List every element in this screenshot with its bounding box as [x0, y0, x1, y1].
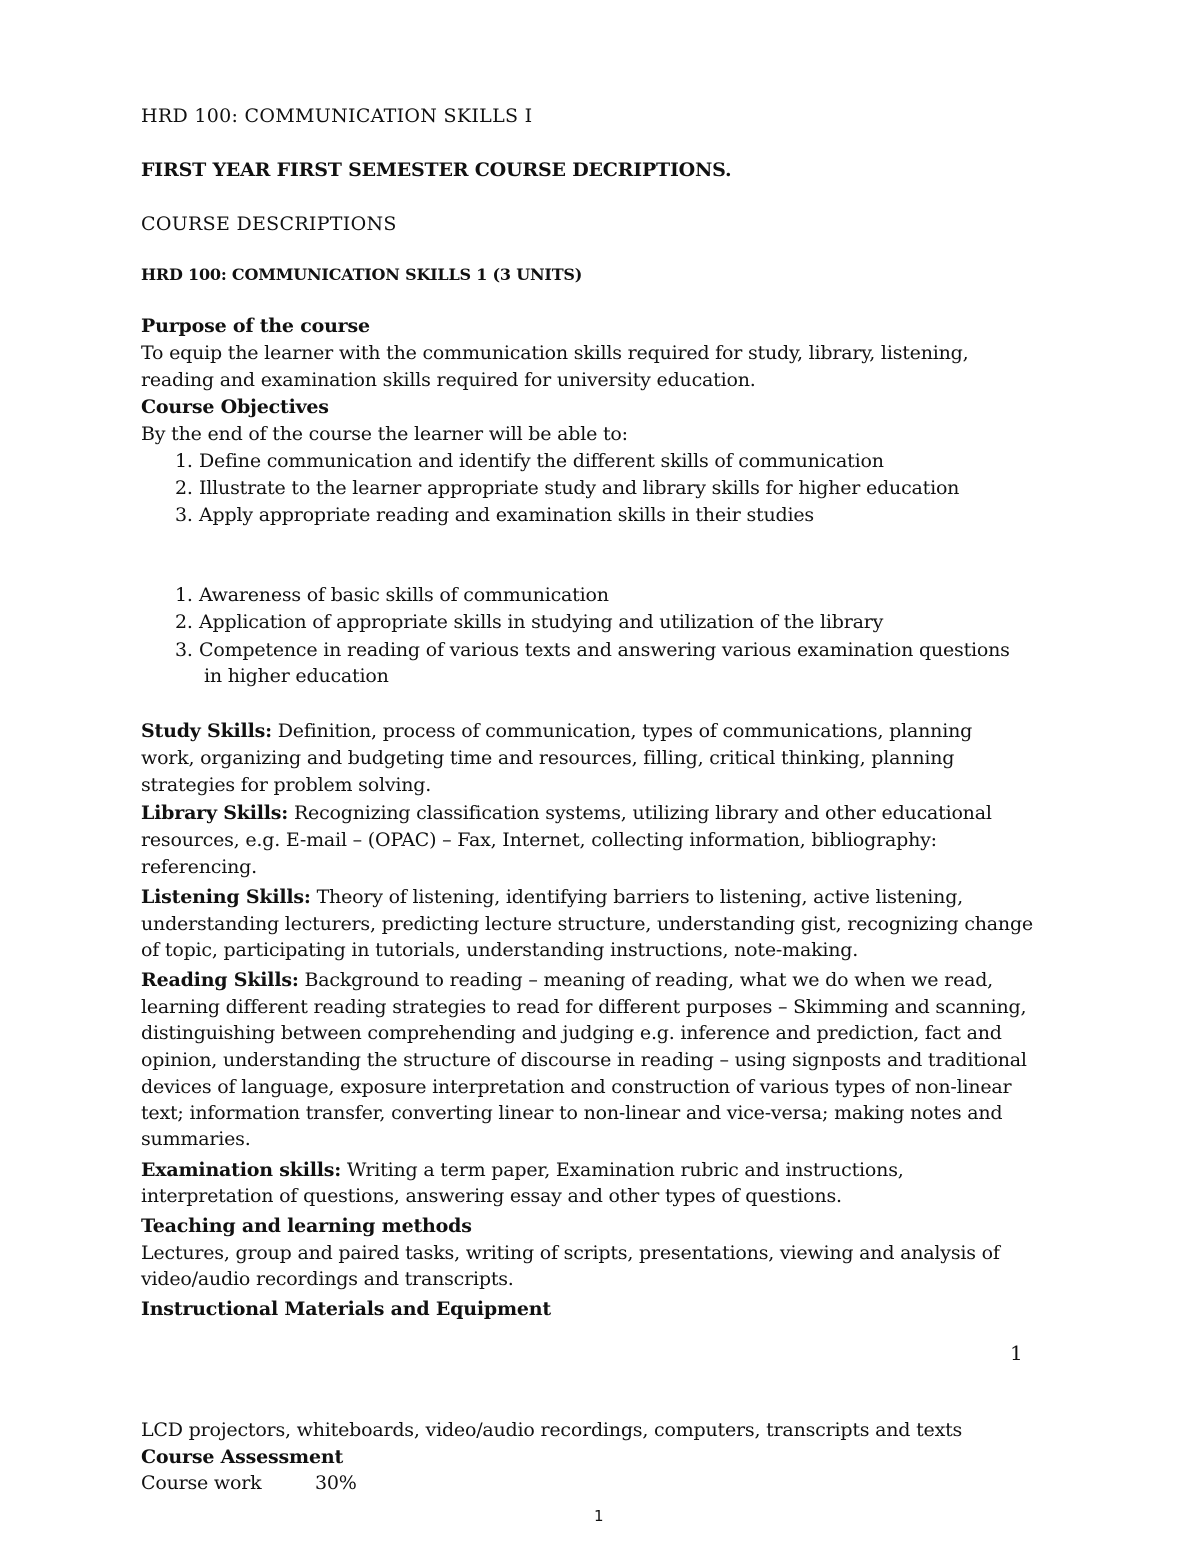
library-skills-text: Recognizing classification systems, utilizing library and other educational	[288, 802, 992, 824]
exam-skills-text: Writing a term paper, Examination rubric and instructions,	[341, 1159, 904, 1181]
reading-skills-line: devices of language, exposure interpretation and construction of various types of non-linear	[141, 1076, 1012, 1098]
reading-skills-line: summaries.	[141, 1128, 251, 1150]
listening-skills-paragraph	[141, 884, 963, 911]
objective-item	[175, 448, 884, 475]
list-text: Apply appropriate reading and examination skills in their studies	[199, 504, 814, 526]
exam-skills-label: Examination skills:	[141, 1159, 342, 1181]
listening-skills-line: of topic, participating in tutorials, understanding instructions, note-making.	[141, 939, 859, 961]
listening-skills-label: Listening Skills:	[141, 886, 311, 908]
teaching-line: Lectures, group and paired tasks, writing of scripts, presentations, viewing and analysis of	[141, 1242, 1000, 1264]
outcome-item	[175, 609, 883, 636]
materials-text: LCD projectors, whiteboards, video/audio recordings, computers, transcripts and texts	[141, 1419, 963, 1441]
assessment-heading: Course Assessment	[141, 1446, 344, 1468]
list-text: Define communication and identify the different skills of communication	[199, 450, 884, 472]
list-number: 3.	[175, 504, 193, 526]
purpose-line: reading and examination skills required for university education.	[141, 369, 756, 391]
list-number: 3.	[175, 639, 193, 661]
assessment-value: 30%	[315, 1472, 357, 1494]
reading-skills-label: Reading Skills:	[141, 969, 299, 991]
study-skills-label: Study Skills:	[141, 720, 272, 742]
reading-skills-line: distinguishing between comprehending and judging e.g. inference and prediction, fact and	[141, 1022, 1002, 1044]
library-skills-line: resources, e.g. E-mail – (OPAC) – Fax, Internet, collecting information, bibliography:	[141, 829, 937, 851]
reading-skills-line: learning different reading strategies to read for different purposes – Skimming and scanning,	[141, 996, 1027, 1018]
assessment-row	[141, 1470, 357, 1497]
study-skills-line: strategies for problem solving.	[141, 774, 432, 796]
course-heading: HRD 100: COMMUNICATION SKILLS 1 (3 UNITS)	[141, 265, 583, 284]
exam-skills-line: interpretation of questions, answering essay and other types of questions.	[141, 1185, 842, 1207]
list-text: Application of appropriate skills in studying and utilization of the library	[199, 611, 884, 633]
objective-item	[175, 502, 814, 529]
inner-page-number: 1	[1010, 1341, 1023, 1365]
reading-skills-line: text; information transfer, converting linear to non-linear and vice-versa; making notes and	[141, 1102, 1003, 1124]
outcome-item	[175, 637, 1010, 664]
list-text: Competence in reading of various texts and answering various examination questions	[199, 639, 1010, 661]
page-number: 1	[594, 1507, 604, 1525]
assessment-label: Course work	[141, 1472, 262, 1494]
list-text: Awareness of basic skills of communication	[199, 584, 609, 606]
study-skills-line: work, organizing and budgeting time and resources, filling, critical thinking, planning	[141, 747, 955, 769]
list-number: 1.	[175, 450, 193, 472]
reading-skills-paragraph	[141, 967, 993, 994]
objective-item	[175, 475, 959, 502]
document-title: HRD 100: COMMUNICATION SKILLS I	[141, 105, 533, 127]
reading-skills-text: Background to reading – meaning of reading, what we do when we read,	[298, 969, 994, 991]
reading-skills-line: opinion, understanding the structure of discourse in reading – using signposts and traditional	[141, 1049, 1027, 1071]
list-number: 2.	[175, 611, 193, 633]
library-skills-label: Library Skills:	[141, 802, 289, 824]
list-text: Illustrate to the learner appropriate study and library skills for higher education	[199, 477, 960, 499]
objectives-intro: By the end of the course the learner will be able to:	[141, 423, 628, 445]
library-skills-paragraph	[141, 800, 992, 827]
teaching-heading: Teaching and learning methods	[141, 1215, 472, 1237]
materials-heading: Instructional Materials and Equipment	[141, 1298, 551, 1320]
objectives-heading: Course Objectives	[141, 396, 329, 418]
document-subtitle: FIRST YEAR FIRST SEMESTER COURSE DECRIPTIONS.	[141, 159, 732, 181]
listening-skills-text: Theory of listening, identifying barriers to listening, active listening,	[310, 886, 963, 908]
list-number: 1.	[175, 584, 193, 606]
purpose-line: To equip the learner with the communication skills required for study, library, listening,	[141, 342, 969, 364]
study-skills-text: Definition, process of communication, types of communications, planning	[271, 720, 973, 742]
study-skills-paragraph	[141, 718, 972, 745]
section-heading: COURSE DESCRIPTIONS	[141, 213, 397, 235]
list-number: 2.	[175, 477, 193, 499]
exam-skills-paragraph	[141, 1157, 904, 1184]
purpose-heading: Purpose of the course	[141, 315, 370, 337]
listening-skills-line: understanding lecturers, predicting lecture structure, understanding gist, recognizing change	[141, 913, 1033, 935]
outcome-item-continuation: in higher education	[204, 665, 389, 687]
teaching-line: video/audio recordings and transcripts.	[141, 1268, 514, 1290]
library-skills-line: referencing.	[141, 856, 257, 878]
outcome-item	[175, 582, 609, 609]
